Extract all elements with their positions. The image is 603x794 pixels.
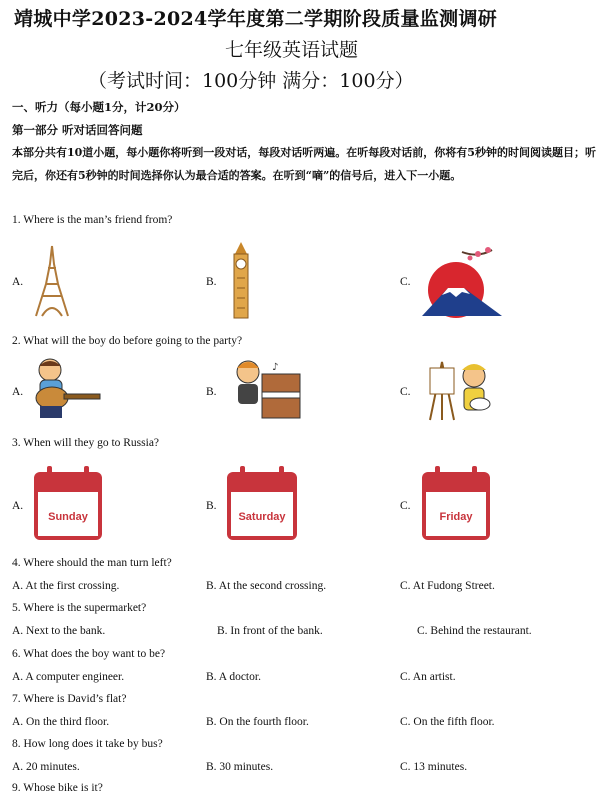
option-7c: C. On the fifth floor.	[400, 716, 495, 728]
calendar-friday-icon	[421, 466, 491, 542]
section-heading: 一、听力（每小题1分，计20分）	[12, 100, 186, 114]
option-5c: C. Behind the restaurant.	[417, 625, 532, 637]
option-6b: B. A doctor.	[206, 671, 261, 683]
svg-text:♪: ♪	[272, 362, 279, 373]
option-8a: A. 20 minutes.	[12, 761, 80, 773]
question-8: 8. How long does it take by bus?	[12, 738, 163, 750]
question-1: 1. Where is the man’s friend from?	[12, 214, 173, 226]
option-6a: A. A computer engineer.	[12, 671, 125, 683]
question-7: 7. Where is David’s flat?	[12, 693, 127, 705]
instructions: 本部分共有10道小题，每小题你将听到一段对话，每段对话听两遍。在听每段对话前，你将有5秒钟的时间阅读题目；听完后，你还有5秒钟的时间选择你认为最合适的答案。在听到“嘀”的信号后，进入下一小题。	[12, 146, 596, 182]
option-1a-label: A.	[12, 276, 24, 288]
calendar-sunday-label: Sunday	[48, 511, 88, 523]
option-2c-label: C.	[400, 386, 411, 398]
part-heading: 第一部分 听对话回答问题	[12, 123, 143, 137]
calendar-sunday-icon	[33, 466, 103, 542]
question-6: 6. What does the boy want to be?	[12, 648, 166, 660]
piano-boy-icon	[228, 358, 302, 420]
question-3: 3. When will they go to Russia?	[12, 437, 160, 449]
option-4c: C. At Fudong Street.	[400, 580, 495, 592]
exam-title: 靖城中学2023-2024学年度第二学期阶段质量监测调研	[14, 8, 498, 30]
option-1b-label: B.	[206, 276, 217, 288]
question-9: 9. Whose bike is it?	[12, 782, 103, 794]
guitar-boy-icon	[28, 356, 102, 420]
exam-subtitle: 七年级英语试题	[225, 39, 359, 61]
question-4: 4. Where should the man turn left?	[12, 557, 172, 569]
option-3c-label: C.	[400, 500, 411, 512]
calendar-saturday-icon	[226, 466, 298, 542]
option-3a-label: A.	[12, 500, 24, 512]
option-6c: C. An artist.	[400, 671, 456, 683]
painting-boy-icon	[420, 356, 494, 422]
mount-fuji-icon	[418, 244, 504, 318]
option-1c-label: C.	[400, 276, 411, 288]
exam-info: （考试时间：100分钟 满分：100分）	[88, 70, 414, 92]
option-4a: A. At the first crossing.	[12, 580, 120, 592]
option-4b: B. At the second crossing.	[206, 580, 327, 592]
big-ben-icon	[226, 240, 256, 320]
option-7b: B. On the fourth floor.	[206, 716, 309, 728]
option-8c: C. 13 minutes.	[400, 761, 468, 773]
option-2b-label: B.	[206, 386, 217, 398]
calendar-friday-label: Friday	[439, 511, 473, 523]
option-5a: A. Next to the bank.	[12, 625, 106, 637]
option-2a-label: A.	[12, 386, 24, 398]
eiffel-tower-icon	[28, 244, 76, 318]
option-3b-label: B.	[206, 500, 217, 512]
option-8b: B. 30 minutes.	[206, 761, 274, 773]
question-2: 2. What will the boy do before going to the party?	[12, 335, 243, 347]
option-7a: A. On the third floor.	[12, 716, 110, 728]
question-5: 5. Where is the supermarket?	[12, 602, 147, 614]
calendar-saturday-label: Saturday	[238, 511, 286, 523]
option-5b: B. In front of the bank.	[217, 625, 323, 637]
